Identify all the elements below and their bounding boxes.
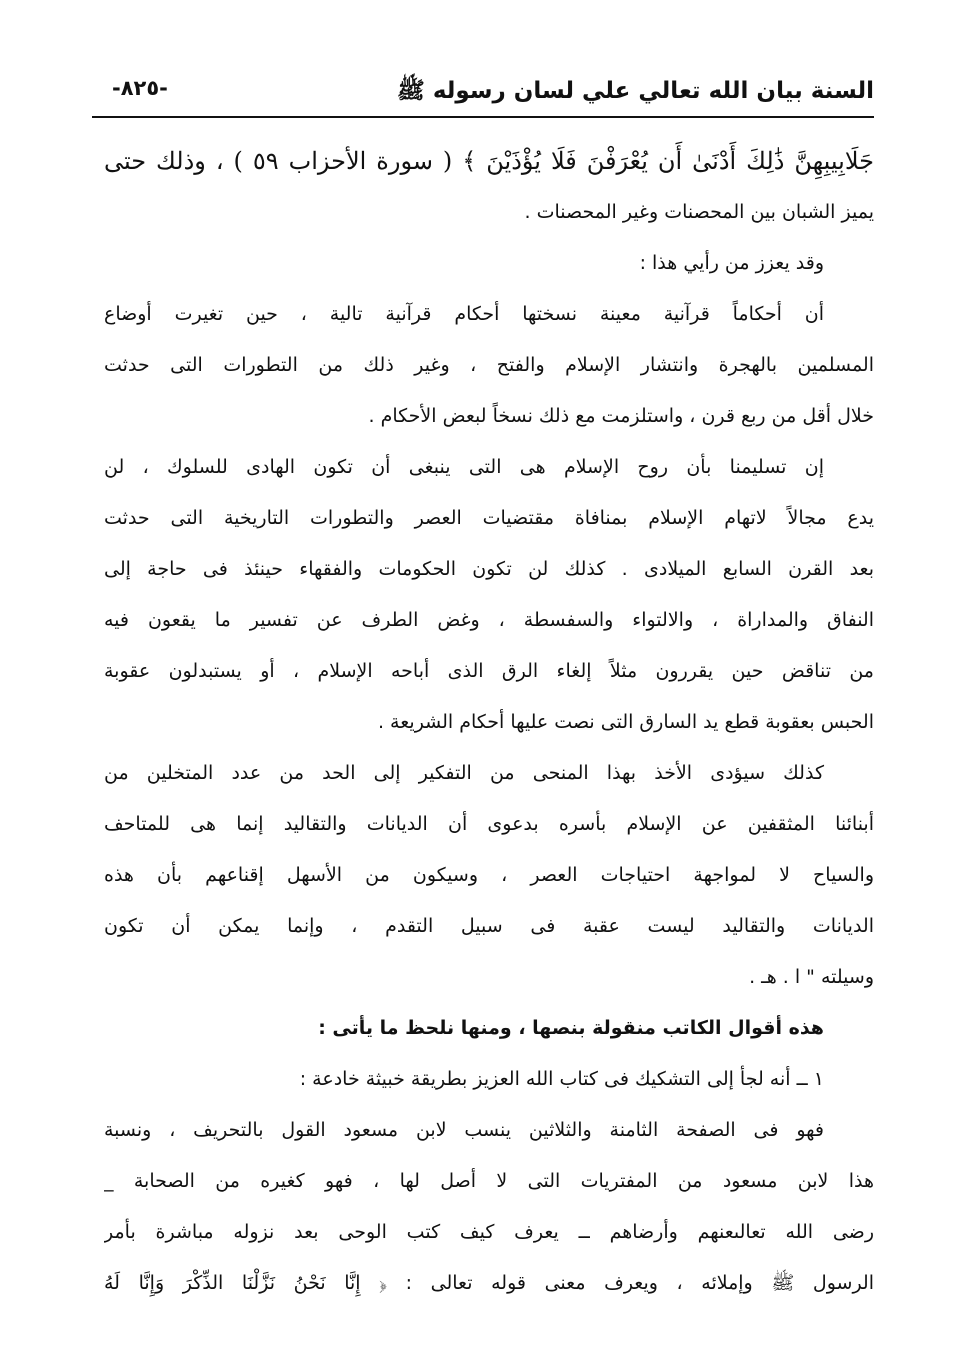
text-line: النفاق والمداراة ، والالتواء والسفسطة ، وغض الطرف عن تفسير ما يقعون فيه xyxy=(104,609,874,631)
text-line: المسلمين بالهجرة وانتشار الإسلام والفتح ، وغير ذلك من التطورات التى حدثت xyxy=(104,354,874,376)
text-line: يميز الشبان بين المحصنات وغير المحصنات . xyxy=(524,201,874,223)
text-line: يدع مجالاً لاتهام الإسلام بمنافاة مقتضيات العصر والتطورات التاريخية التى حدثت xyxy=(104,507,874,529)
page-header xyxy=(92,70,874,114)
text-line: رضى الله تعالىعنهم وأرضاهم ــ يعرف كيف كتب الوحى بعد نزوله مباشرة بأمر xyxy=(104,1221,874,1243)
text-line: من تناقض حين يقررون مثلاً إلغاء الرق الذى أباحه الإسلام ، أو يستبدلون عقوبة xyxy=(104,660,874,682)
header-divider xyxy=(92,116,874,118)
text-line: أن أحكاماً قرآنية معينة نسختها أحكام قرآنية تالية ، حين تغيرت أوضاع xyxy=(104,303,824,325)
text-line: فهو فى الصفحة الثامنة والثلاثين ينسب لابن مسعود القول بالتحريف ، ونسبة xyxy=(104,1119,824,1141)
text-line: الديانات والتقاليد ليست عقبة فى سبيل التقدم ، وإنما يمكن أن تكون xyxy=(104,915,874,937)
text-line: أبنائنا المثقفين عن الإسلام بأسره بدعوى أن الديانات والتقاليد إنما هى للمتاحف xyxy=(104,813,874,835)
text-line: إن تسليمنا بأن روح الإسلام هى التى ينبغى أن تكون الهادى للسلوك ، لن xyxy=(104,456,824,478)
numbered-point: ١ ــ أنه لجأ إلى التشكيك فى كتاب الله العزيز بطريقة خبيثة خادعة : xyxy=(299,1068,824,1090)
text-line: وسيلته " ا . هـ . xyxy=(749,966,874,988)
text-line: الرسول ﷺ وإملائه ، ويعرف معنى قوله تعالى : ﴿ إِنَّا نَحْنُ نَزَّلْنَا الذِّكْرَ وَإِنَّا لَهُ xyxy=(104,1272,874,1294)
running-title: السنة بيان الله تعالي علي لسان رسوله ﷺ xyxy=(397,78,874,104)
text-line: خلال أقل من ربع قرن ، واستلزمت مع ذلك نسخاً لبعض الأحكام . xyxy=(368,405,874,427)
text-line: جَلَابِيبِهِنَّ ذَٰلِكَ أَدْنَىٰ أَن يُعْرَفْنَ فَلَا يُؤْذَيْنَ ﴾ ( سورة الأحزاب ٥٩ ) ، وذلك حتى xyxy=(104,147,874,175)
body-text xyxy=(104,136,874,1309)
text-line: كذلك سيؤدى الأخذ بهذا المنحى من التفكير إلى الحد من عدد المتخلين من xyxy=(104,762,824,784)
text-line: هذا لابن مسعود من المفتريات التى لا أصل لها ، فهو كغيره من الصحابة _ xyxy=(104,1170,874,1192)
text-line: الحبس بعقوبة قطع يد السارق التى نصت عليها أحكام الشريعة . xyxy=(377,711,874,733)
text-line: بعد القرن السابع الميلادى . كذلك لن تكون الحكومات والفقهاء حينئذ فى حاجة إلى xyxy=(104,558,874,580)
page-number: -٨٢٥- xyxy=(112,76,168,100)
text-line: وقد يعزز من رأيي هذا : xyxy=(639,252,824,274)
section-heading: هذه أقوال الكاتب منقولة بنصها ، ومنها نلحظ ما يأتى : xyxy=(318,1017,824,1039)
text-line: والسياح لا لمواجهة احتياجات العصر ، وسيكون من الأسهل إقناعهم بأن هذه xyxy=(104,864,874,886)
